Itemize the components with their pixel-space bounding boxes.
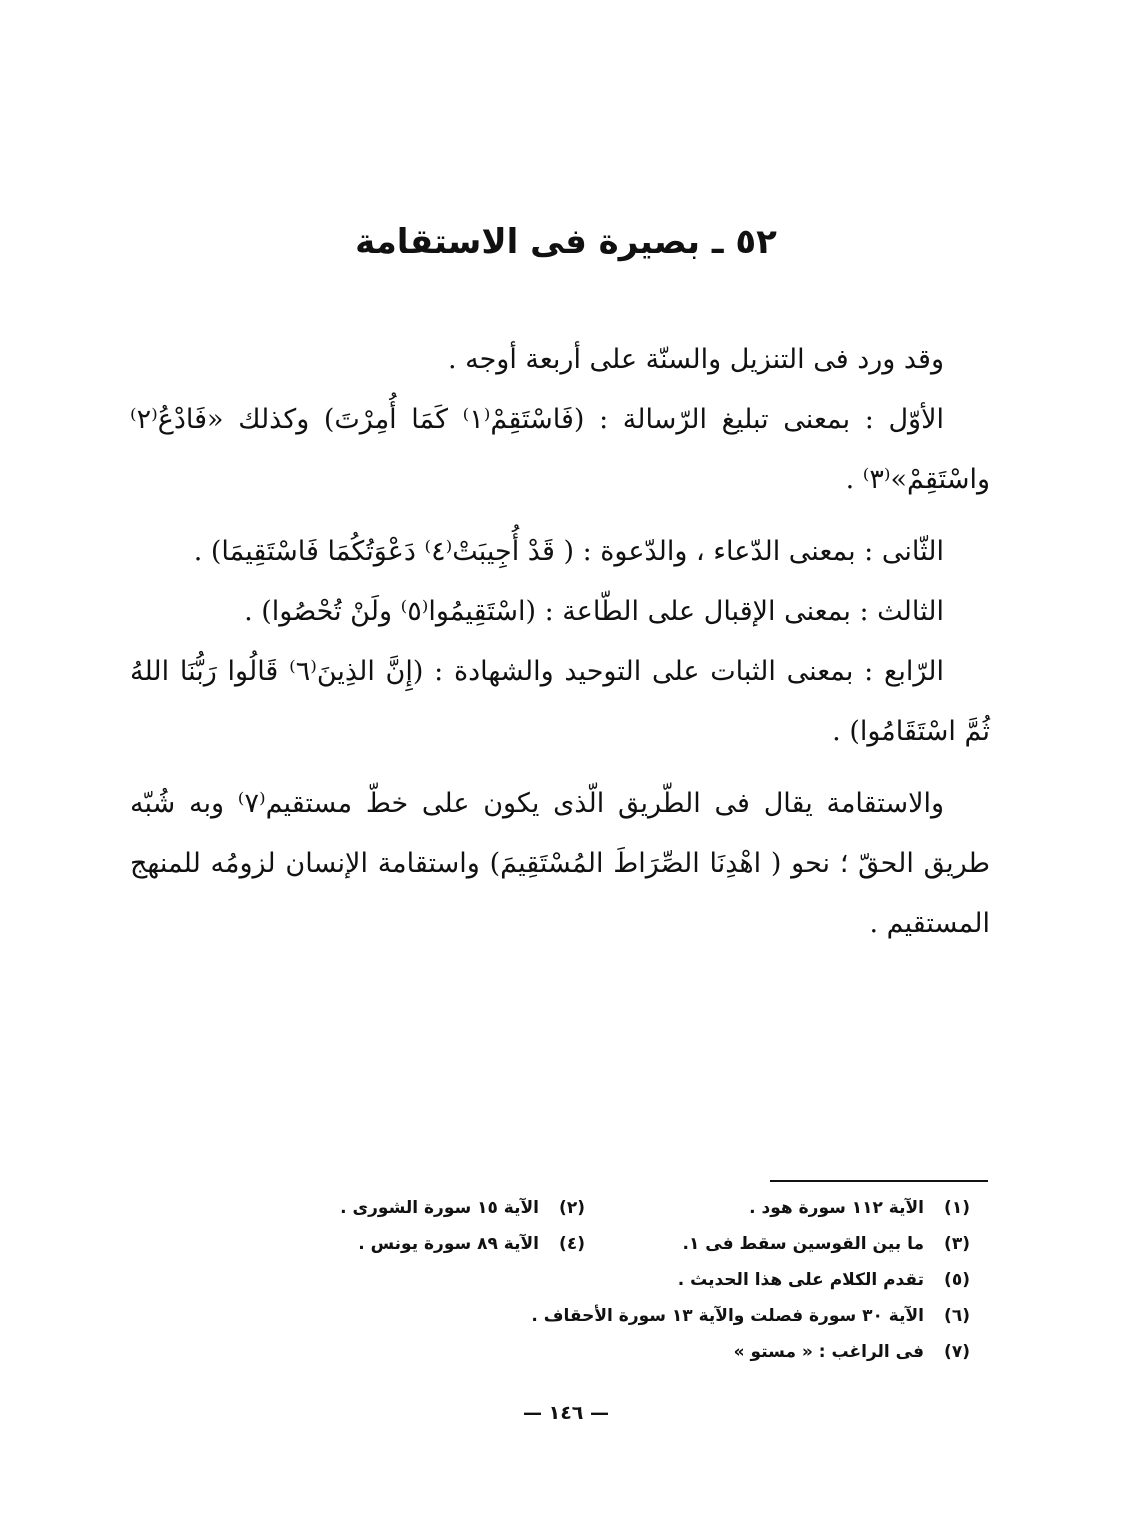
- footnote-text: فى الراغب : « مستو »: [733, 1342, 924, 1362]
- footnote-item: [200, 1342, 970, 1378]
- footnote-number: (١): [944, 1198, 970, 1218]
- page-number: — ١٤٦ —: [522, 1402, 610, 1424]
- chapter-title: ٥٢ ـ بصيرة فى الاستقامة: [355, 222, 777, 262]
- footnote-item: [585, 1234, 970, 1270]
- footnote-item: [200, 1270, 970, 1306]
- footnote-text: الآية ٣٠ سورة فصلت والآية ١٣ سورة الأحقاف .: [531, 1306, 924, 1326]
- paragraph-first-meaning: الأوّل : بمعنى تبليغ الرّسالة : (فَاسْتَقِمْ⁽١⁾ كَمَا أُمِرْتَ) وكذلك «فَادْعُ⁽٢⁾ واسْتَقِمْ»⁽٣⁾ .: [130, 404, 990, 495]
- paragraph-intro: وقد ورد فى التنزيل والسنّة على أربعة أوجه .: [447, 344, 944, 375]
- footnote-text: ما بين القوسين سقط فى ١.: [682, 1234, 924, 1254]
- footnote-number: (٥): [944, 1270, 970, 1290]
- footnote-number: (٣): [944, 1234, 970, 1254]
- footnote-item: [200, 1306, 970, 1342]
- footnote-item: [585, 1198, 970, 1234]
- body-text: [130, 330, 990, 954]
- footnote-text: الآية ١٥ سورة الشورى .: [340, 1198, 539, 1218]
- paragraph-fourth-meaning: الرّابع : بمعنى الثبات على التوحيد والشهادة : (إِنَّ الذِينَ⁽٦⁾ قَالُوا رَبُّنَا اللهُ ثُمَّ اسْتَقَامُوا) .: [130, 656, 990, 747]
- footnote-number: (٤): [559, 1234, 585, 1254]
- paragraph-third-meaning: الثالث : بمعنى الإقبال على الطّاعة : (اسْتَقِيمُوا⁽٥⁾ ولَنْ تُحْصُوا) .: [244, 596, 944, 627]
- paragraph-second-meaning: الثّانى : بمعنى الدّعاء ، والدّعوة : ( قَدْ أُجِيبَتْ⁽٤⁾ دَعْوَتُكُمَا فَاسْتَقِيمَا) .: [193, 536, 944, 567]
- footnote-number: (٢): [559, 1198, 585, 1218]
- footnotes: [200, 1198, 970, 1378]
- footnote-item: [200, 1198, 585, 1234]
- footnote-item: [200, 1234, 585, 1270]
- footnote-text: الآية ١١٢ سورة هود .: [749, 1198, 924, 1218]
- footnote-number: (٦): [944, 1306, 970, 1326]
- footnote-number: (٧): [944, 1342, 970, 1362]
- footnote-text: تقدم الكلام على هذا الحديث .: [677, 1270, 924, 1290]
- paragraph-straight-path: والاستقامة يقال فى الطّريق الّذى يكون على خطّ مستقيم⁽٧⁾ وبه شُبّه طريق الحقّ ؛ نحو ( اهْدِنَا الصِّرَاطَ المُسْتَقِيمَ) واستقامة الإنسان لزومُه للمنهج المستقيم .: [130, 788, 990, 939]
- footnote-divider: [770, 1180, 988, 1182]
- footnote-text: الآية ٨٩ سورة يونس .: [358, 1234, 539, 1254]
